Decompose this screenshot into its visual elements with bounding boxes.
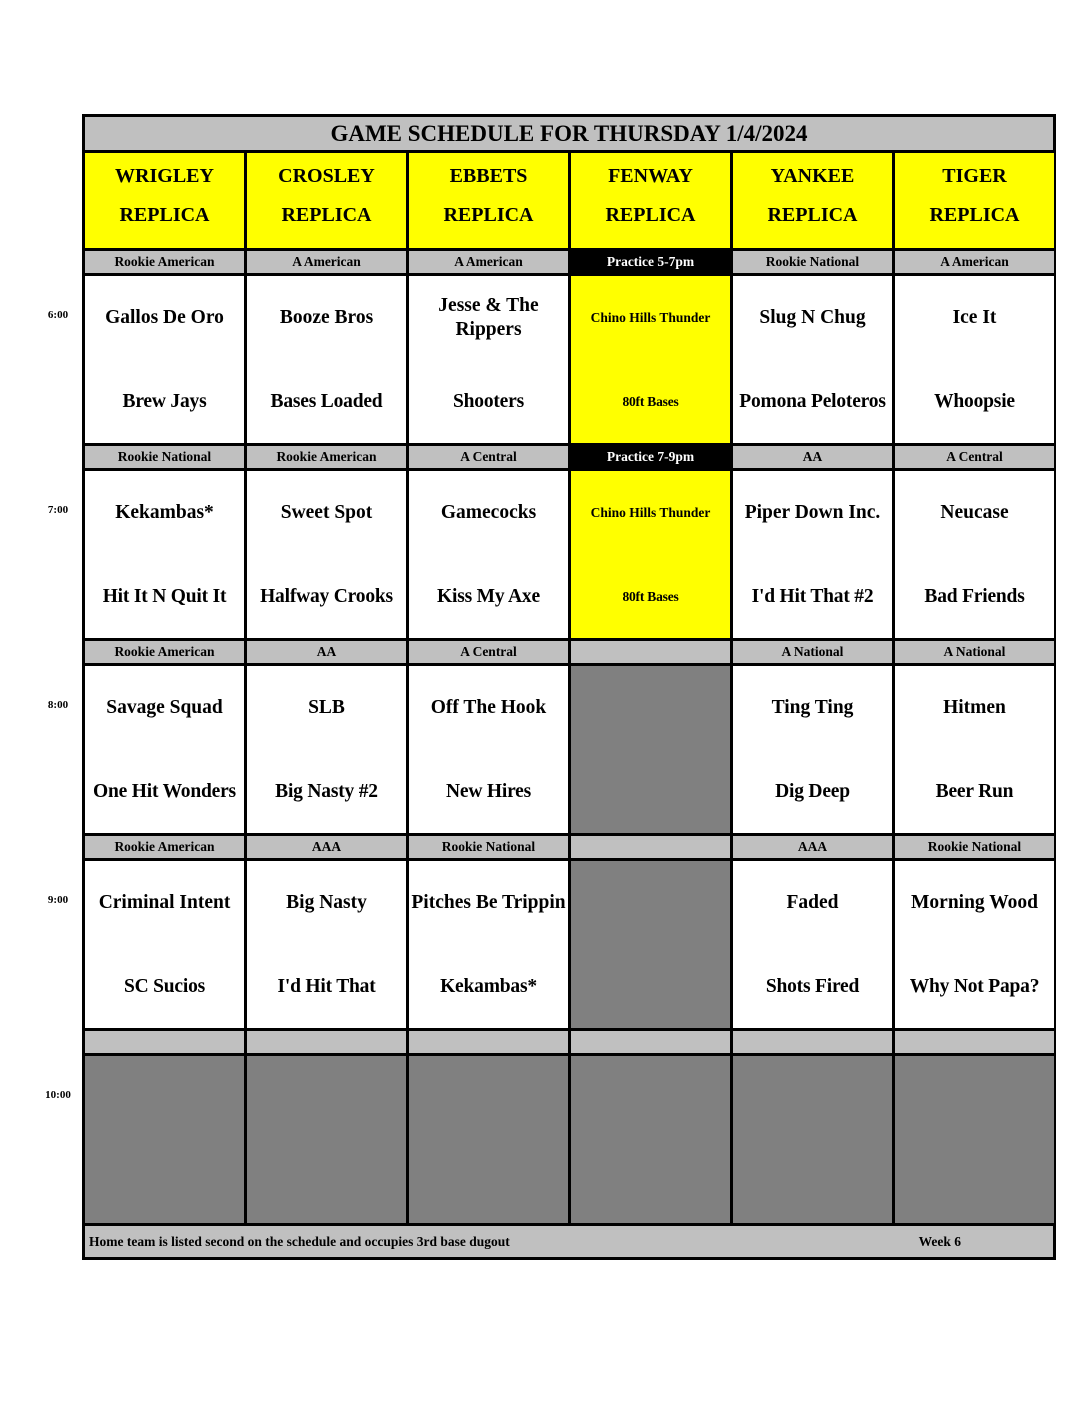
schedule-grid — [82, 114, 1056, 1260]
time-label: 7:00 — [47, 504, 69, 516]
home-team: I'd Hit That — [277, 976, 376, 997]
home-team: 80ft Bases — [622, 589, 679, 604]
field-header — [85, 153, 244, 248]
division-label — [733, 1031, 892, 1053]
game-cell — [409, 471, 568, 638]
field-subtitle: REPLICA — [929, 204, 1020, 226]
visiting-team: Gallos De Oro — [105, 307, 224, 328]
time-label: 6:00 — [47, 309, 69, 321]
division-label — [409, 1031, 568, 1053]
division-label: Rookie American — [247, 446, 406, 468]
empty-slot — [247, 1056, 406, 1223]
game-cell — [85, 666, 244, 833]
home-team: New Hires — [445, 781, 532, 802]
division-label — [571, 641, 730, 663]
home-team: Pomona Peloteros — [739, 391, 886, 412]
empty-slot — [571, 1056, 730, 1223]
home-team: Dig Deep — [775, 781, 850, 802]
division-label: A Central — [409, 641, 568, 663]
footer-bar — [85, 1226, 1053, 1257]
time-label: 9:00 — [47, 894, 69, 906]
visiting-team: Chino Hills Thunder — [590, 505, 711, 520]
game-cell — [895, 861, 1054, 1028]
game-cell — [733, 861, 892, 1028]
home-team: 80ft Bases — [622, 394, 679, 409]
visiting-team: Booze Bros — [279, 307, 374, 328]
empty-slot — [571, 861, 730, 1028]
visiting-team: Sweet Spot — [280, 502, 373, 523]
division-label: Rookie National — [85, 446, 244, 468]
game-cell — [571, 276, 730, 443]
field-subtitle: REPLICA — [281, 204, 372, 226]
home-team: Bases Loaded — [270, 391, 383, 412]
visiting-team: Faded — [786, 892, 839, 913]
visiting-team: Pitches Be Trippin — [411, 892, 566, 913]
division-label: A National — [733, 641, 892, 663]
visiting-team: Morning Wood — [911, 892, 1038, 913]
field-name: YANKEE — [770, 165, 855, 187]
home-team: One Hit Wonders — [93, 781, 236, 802]
visiting-team: Off The Hook — [430, 697, 547, 718]
home-team: Kiss My Axe — [437, 586, 540, 607]
game-cell — [409, 861, 568, 1028]
practice-label: Practice 7-9pm — [571, 446, 730, 468]
division-label: Rookie American — [85, 251, 244, 273]
visiting-team: Hitmen — [943, 697, 1006, 718]
division-label: AA — [733, 446, 892, 468]
empty-slot — [409, 1056, 568, 1223]
field-header — [895, 153, 1054, 248]
game-cell — [247, 666, 406, 833]
visiting-team: Ting Ting — [771, 697, 854, 718]
field-subtitle: REPLICA — [605, 204, 696, 226]
game-cell — [85, 276, 244, 443]
game-cell — [409, 666, 568, 833]
visiting-team: Big Nasty — [286, 892, 367, 913]
visiting-team: Ice It — [952, 307, 997, 328]
field-header — [409, 153, 568, 248]
home-team: Whoopsie — [934, 391, 1015, 412]
division-label — [247, 1031, 406, 1053]
home-team: Shots Fired — [765, 976, 860, 997]
division-label: Rookie National — [733, 251, 892, 273]
visiting-team: SLB — [308, 697, 345, 718]
game-cell — [733, 276, 892, 443]
empty-slot — [571, 666, 730, 833]
empty-slot — [895, 1056, 1054, 1223]
field-header — [247, 153, 406, 248]
game-cell — [85, 471, 244, 638]
visiting-team: Neucase — [940, 502, 1009, 523]
division-label: Rookie American — [85, 836, 244, 858]
home-team: Halfway Crooks — [260, 586, 393, 607]
visiting-team: Piper Down Inc. — [744, 502, 881, 523]
division-label: AAA — [247, 836, 406, 858]
visiting-team: Slug N Chug — [759, 307, 866, 328]
field-header — [733, 153, 892, 248]
field-name: CROSLEY — [278, 165, 375, 187]
division-label: A American — [247, 251, 406, 273]
field-name: TIGER — [942, 165, 1007, 187]
footer-note: Home team is listed second on the schedule and occupies 3rd base dugout — [89, 1233, 510, 1249]
field-name: EBBETS — [449, 165, 528, 187]
field-subtitle: REPLICA — [767, 204, 858, 226]
time-label: 10:00 — [45, 1089, 71, 1101]
visiting-team: Kekambas* — [115, 502, 214, 523]
empty-slot — [85, 1056, 244, 1223]
week-label: Week 6 — [918, 1233, 961, 1249]
home-team: Bad Friends — [924, 586, 1025, 607]
home-team: Hit It N Quit It — [102, 586, 227, 607]
page-title: GAME SCHEDULE FOR THURSDAY 1/4/2024 — [85, 117, 1053, 150]
game-cell — [247, 471, 406, 638]
empty-slot — [733, 1056, 892, 1223]
division-label: Rookie National — [409, 836, 568, 858]
game-cell — [895, 666, 1054, 833]
home-team: Shooters — [453, 391, 524, 412]
home-team: I'd Hit That #2 — [751, 586, 874, 607]
home-team: Beer Run — [935, 781, 1014, 802]
home-team: Brew Jays — [122, 391, 207, 412]
game-cell — [895, 276, 1054, 443]
division-label: A American — [895, 251, 1054, 273]
field-subtitle: REPLICA — [119, 204, 210, 226]
field-header — [571, 153, 730, 248]
division-label — [85, 1031, 244, 1053]
division-label — [895, 1031, 1054, 1053]
visiting-team: Gamecocks — [440, 502, 537, 523]
field-subtitle: REPLICA — [443, 204, 534, 226]
visiting-team: Criminal Intent — [98, 892, 231, 913]
division-label — [571, 1031, 730, 1053]
home-team: Big Nasty #2 — [275, 781, 378, 802]
field-name: FENWAY — [608, 165, 693, 187]
game-cell — [247, 276, 406, 443]
home-team: Why Not Papa? — [909, 976, 1040, 997]
home-team: SC Sucios — [123, 976, 206, 997]
field-name: WRIGLEY — [115, 165, 214, 187]
division-label — [571, 836, 730, 858]
division-label: A Central — [895, 446, 1054, 468]
division-label: Rookie American — [85, 641, 244, 663]
game-cell — [733, 471, 892, 638]
time-label: 8:00 — [47, 699, 69, 711]
practice-label: Practice 5-7pm — [571, 251, 730, 273]
visiting-team: Chino Hills Thunder — [590, 310, 711, 325]
division-label: Rookie National — [895, 836, 1054, 858]
game-cell — [85, 861, 244, 1028]
division-label: AAA — [733, 836, 892, 858]
game-cell — [571, 471, 730, 638]
division-label: A American — [409, 251, 568, 273]
game-cell — [895, 471, 1054, 638]
division-label: AA — [247, 641, 406, 663]
division-label: A National — [895, 641, 1054, 663]
game-cell — [409, 276, 568, 443]
division-label: A Central — [409, 446, 568, 468]
visiting-team: Savage Squad — [106, 697, 223, 718]
game-cell — [247, 861, 406, 1028]
visiting-team: Jesse & The Rippers — [438, 295, 539, 340]
home-team: Kekambas* — [440, 976, 537, 997]
game-cell — [733, 666, 892, 833]
